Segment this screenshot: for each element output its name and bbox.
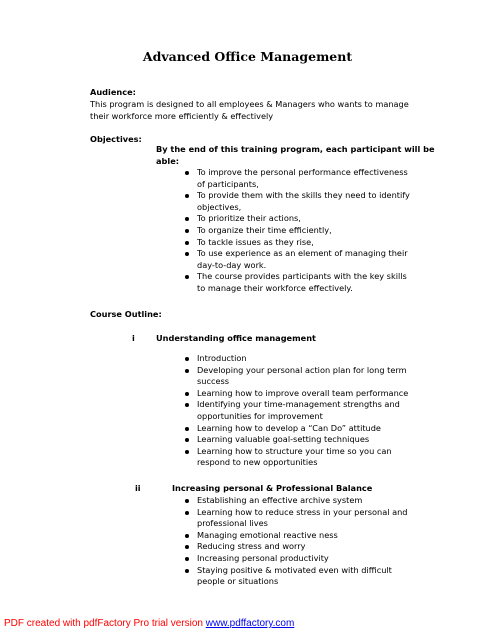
objective-item: To use experience as an element of managing their day-to-day work. [182,248,414,271]
section-list [182,353,414,469]
objective-item: The course provides participants with the key skills to manage their workforce effectively. [182,271,414,294]
objective-item: To improve the personal performance effectiveness of participants, [182,167,414,190]
list-item: Increasing personal productivity [182,553,414,565]
objectives-list [182,167,414,295]
section-title: Understanding office management [156,333,316,343]
list-item: Developing your personal action plan for long term success [182,365,414,388]
list-item: Introduction [182,353,414,365]
audience-text: This program is designed to all employees & Managers who wants to manage their workforce more efficiently & effectively [90,99,409,121]
section-list [182,495,414,588]
list-item: Identifying your time-management strengths and opportunities for improvement [182,399,414,422]
list-item: Establishing an effective archive system [182,495,414,507]
document-title: Advanced Office Management [142,49,353,64]
list-item: Learning how to improve overall team performance [182,388,414,400]
list-item: Learning how to structure your time so you can respond to new opportunities [182,446,414,469]
objective-item: To prioritize their actions, [182,213,414,225]
objectives-label: Objectives: [90,134,142,144]
list-item: Staying positive & motivated even with difficult people or situations [182,565,414,588]
pdf-footer [4,618,294,629]
section-number: ii [135,483,141,493]
section-number: i [132,333,135,343]
course-outline-label: Course Outline: [90,309,162,319]
list-item: Managing emotional reactive ness [182,530,414,542]
objective-item: To provide them with the skills they need to identify objectives, [182,190,414,213]
audience-label: Audience: [90,87,136,97]
list-item: Learning how to reduce stress in your personal and professional lives [182,507,414,530]
section-title: Increasing personal & Professional Balance [172,483,373,493]
list-item: Reducing stress and worry [182,541,414,553]
objectives-intro: By the end of this training program, each participant will be able: [156,144,435,166]
objective-item: To tackle issues as they rise, [182,237,414,249]
objective-item: To organize their time efficiently, [182,225,414,237]
list-item: Learning valuable goal-setting techniques [182,434,414,446]
footer-link[interactable]: www.pdffactory.com [205,618,295,629]
footer-text: PDF created with pdfFactory Pro trial version [4,618,206,629]
list-item: Learning how to develop a “Can Do” attitude [182,423,414,435]
